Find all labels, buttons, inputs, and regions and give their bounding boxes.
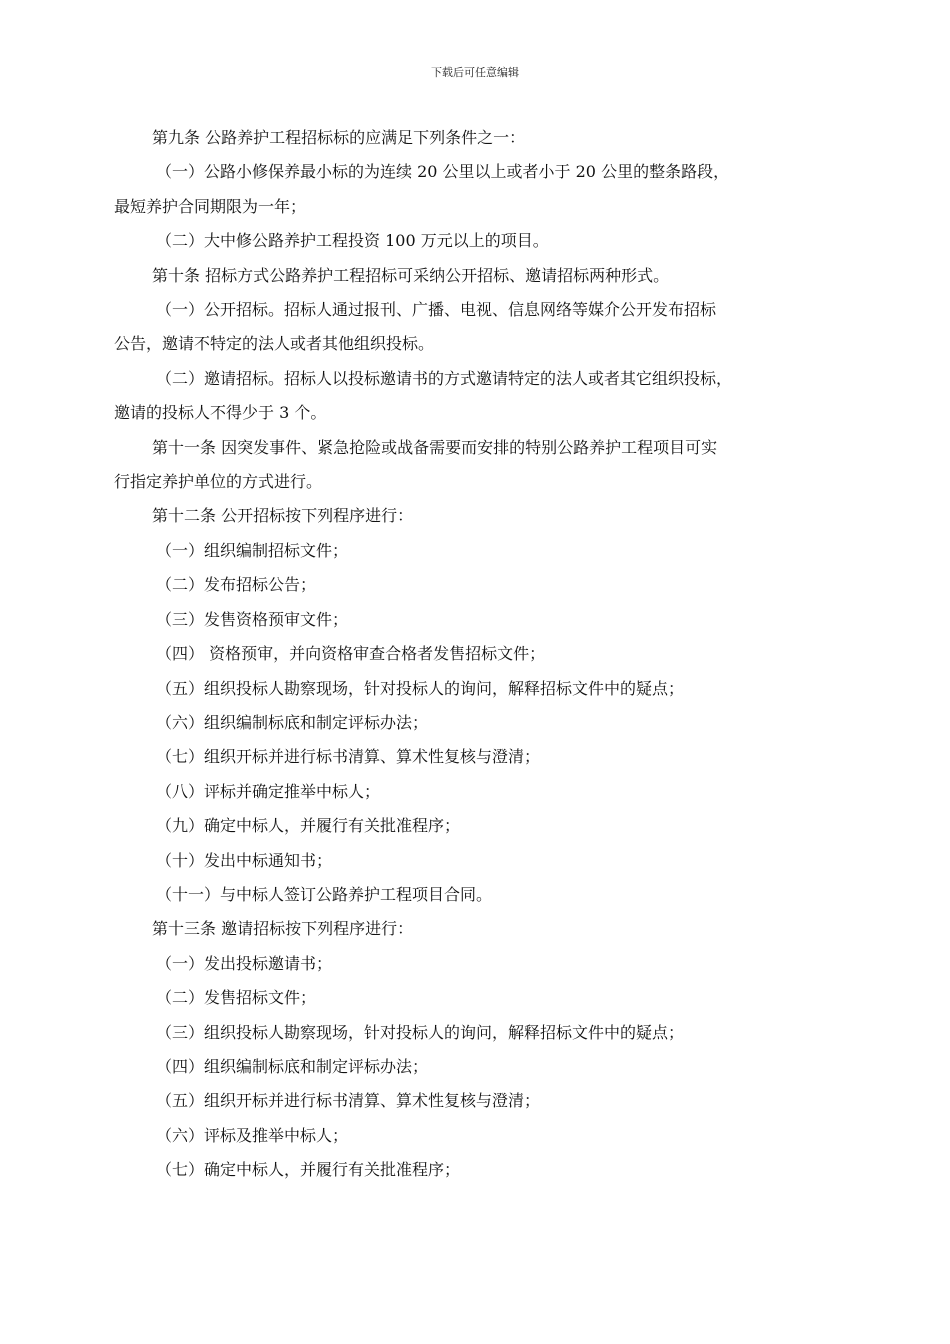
text-line: （十一）与中标人签订公路养护工程项目合同。 (156, 884, 493, 904)
text-line: 第九条 公路养护工程招标标的应满足下列条件之一： (152, 128, 526, 147)
text-line: （八）评标并确定推举中标人； (156, 781, 381, 801)
text-line: 邀请的投标人不得少于 3 个。 (114, 403, 327, 423)
text-line: 公告，邀请不特定的法人或者其他组织投标。 (114, 334, 435, 354)
text-line: （六）组织编制标底和制定评标办法； (156, 712, 429, 732)
document-body (114, 121, 838, 1188)
text-line: 第十二条 公开招标按下列程序进行： (152, 506, 414, 526)
text-line: （一）发出投标邀请书； (156, 953, 333, 973)
text-line: （四）组织编制标底和制定评标办法； (156, 1056, 429, 1076)
text-line: （十）发出中标通知书； (156, 850, 333, 870)
text-line: （一）公路小修保养最小标的为连续 20 公里以上或者小于 20 公里的整条路段， (156, 162, 730, 182)
text-line: 第十条 招标方式公路养护工程招标可采纳公开招标、邀请招标两种形式。 (152, 265, 670, 285)
text-line: （二）邀请招标。招标人以投标邀请书的方式邀请特定的法人或者其它组织投标， (156, 368, 733, 388)
text-line: 行指定养护单位的方式进行。 (114, 472, 323, 492)
text-line: （三）组织投标人勘察现场，针对投标人的询问，解释招标文件中的疑点； (156, 1022, 685, 1042)
text-line: （二）大中修公路养护工程投资 100 万元以上的项目。 (156, 231, 549, 251)
text-line: （四） 资格预审，并向资格审查合格者发售招标文件； (156, 644, 546, 664)
text-line: （二）发售招标文件； (156, 988, 317, 1008)
text-line: （一）组织编制招标文件； (156, 540, 349, 560)
text-line: （五）组织开标并进行标书清算、算术性复核与澄清； (156, 1091, 541, 1111)
text-line: （五）组织投标人勘察现场，针对投标人的询问，解释招标文件中的疑点； (156, 678, 685, 698)
page-header: 下载后可任意编辑 (431, 66, 519, 79)
text-line: （七）组织开标并进行标书清算、算术性复核与澄清； (156, 747, 541, 767)
text-line: （六）评标及推举中标人； (156, 1125, 349, 1145)
text-line: （一）公开招标。招标人通过报刊、广播、电视、信息网络等媒介公开发布招标 (156, 300, 717, 320)
text-line: （二）发布招标公告； (156, 575, 317, 595)
text-line: （九）确定中标人，并履行有关批准程序； (156, 816, 461, 836)
text-line: （三）发售资格预审文件； (156, 609, 349, 629)
text-line: 第十一条 因突发事件、紧急抢险或战备需要而安排的特别公路养护工程项目可实 (152, 437, 718, 457)
text-line: （七）确定中标人，并履行有关批准程序； (156, 1160, 461, 1180)
text-line: 第十三条 邀请招标按下列程序进行： (152, 919, 414, 939)
text-line: 最短养护合同期限为一年； (114, 196, 307, 216)
